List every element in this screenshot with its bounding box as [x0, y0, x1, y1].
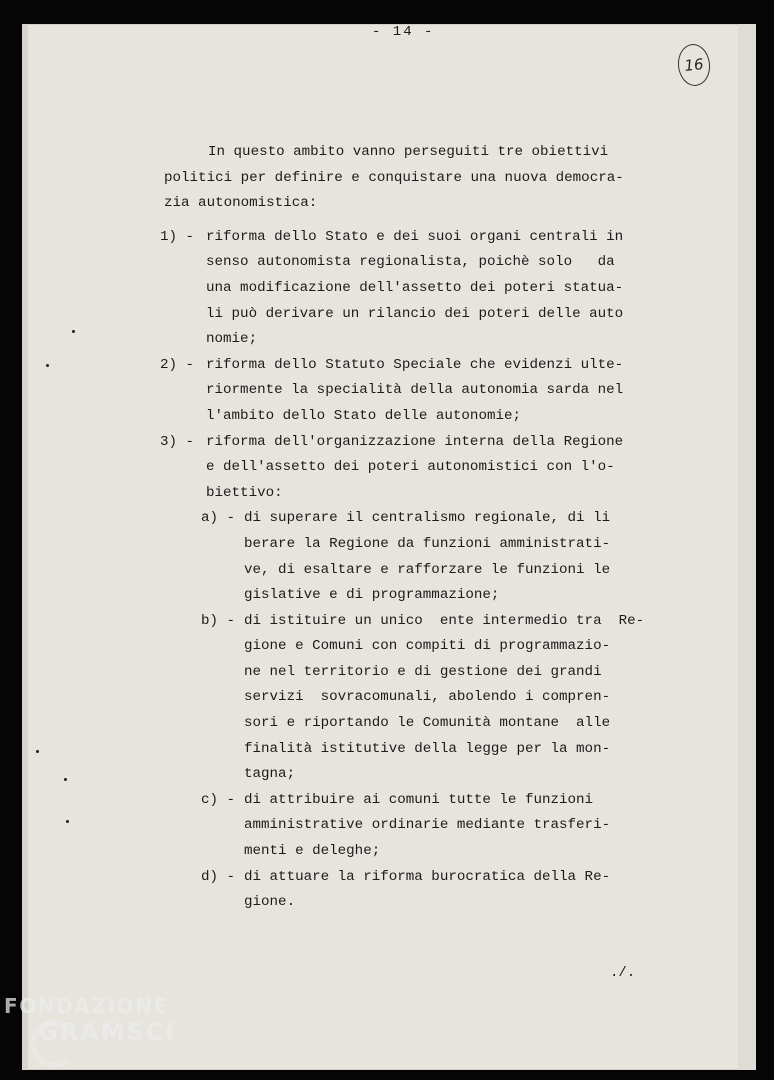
- list-marker: 2) -: [160, 356, 195, 373]
- sub-item-line: tagna;: [244, 766, 296, 783]
- sub-item-line: berare la Regione da funzioni amministrati-: [244, 535, 611, 552]
- list-item-line: riforma dell'organizzazione interna della Regione: [206, 433, 624, 450]
- sub-item-line: di superare il centralismo regionale, di li: [244, 510, 611, 527]
- sub-item-line: sori e riportando le Comunità montane alle: [244, 715, 611, 732]
- sub-item-line: ve, di esaltare e rafforzare le funzioni le: [244, 561, 611, 578]
- page-left-edge: [22, 24, 28, 1070]
- intro-line: In questo ambito vanno perseguiti tre obiettivi: [208, 144, 609, 160]
- paper-speck: [72, 330, 75, 333]
- sub-item-line: di attribuire ai comuni tutte le funzioni: [244, 791, 594, 808]
- intro-line: politici per definire e conquistare una nuova democra-: [164, 169, 624, 186]
- page-number: - 14 -: [372, 24, 435, 40]
- sub-item-line: servizi sovracomunali, abolendo i compren-: [244, 689, 611, 706]
- list-item-2: [160, 353, 664, 430]
- list-item-line: riforma dello Stato e dei suoi organi centrali in: [206, 228, 624, 245]
- list-item-line: e dell'assetto dei poteri autonomistici con l'o-: [206, 459, 615, 476]
- watermark-line: FONDAZIONE: [4, 994, 169, 1018]
- page-right-edge: [738, 24, 756, 1070]
- list-item-line: riormente la specialità della autonomia sarda nel: [206, 382, 624, 399]
- sub-item-a: [164, 506, 664, 608]
- paper-speck: [64, 778, 67, 781]
- sub-item-line: di istituire un unico ente intermedio tra Re-: [244, 612, 645, 629]
- sub-item-line: gione.: [244, 894, 296, 911]
- sub-marker: d) -: [201, 868, 236, 885]
- archive-number-circled: 16: [676, 42, 712, 87]
- list-item-line: biettivo:: [206, 484, 283, 501]
- document-body: [160, 140, 664, 916]
- sub-item-b: [164, 609, 664, 788]
- sub-item-line: ne nel territorio e di gestione dei grandi: [244, 663, 602, 680]
- sub-marker: b) -: [201, 612, 236, 629]
- sub-marker: c) -: [201, 791, 236, 808]
- list-item-line: li può derivare un rilancio dei poteri delle auto: [206, 305, 624, 322]
- sub-item-line: gione e Comuni con compiti di programmazio-: [244, 638, 611, 655]
- sub-item-c: [164, 788, 664, 865]
- paper-speck: [36, 750, 39, 753]
- continued-mark: ./.: [610, 965, 636, 981]
- list-item-line: nomie;: [206, 331, 258, 348]
- sub-item-line: gislative e di programmazione;: [244, 587, 500, 604]
- watermark: [4, 996, 176, 1044]
- list-item-line: una modificazione dell'assetto dei poteri statua-: [206, 279, 624, 296]
- list-item-line: l'ambito dello Stato delle autonomie;: [206, 407, 522, 424]
- watermark-line: GRAMSCI: [38, 1018, 177, 1046]
- list-item-line: riforma dello Statuto Speciale che evidenzi ulte-: [206, 356, 624, 373]
- intro-line: zia autonomistica:: [164, 195, 318, 212]
- list-item-line: senso autonomista regionalista, poichè solo da: [206, 254, 615, 271]
- list-item-1: [160, 225, 664, 353]
- sub-marker: a) -: [201, 510, 236, 527]
- sub-item-line: menti e deleghe;: [244, 843, 381, 860]
- list-marker: 3) -: [160, 433, 195, 450]
- sub-item-line: amministrative ordinarie mediante trasferi-: [244, 817, 611, 834]
- paper-speck: [66, 820, 69, 823]
- list-marker: 1) -: [160, 228, 195, 245]
- paper-speck: [46, 364, 49, 367]
- list-item-3: [160, 430, 664, 507]
- sub-item-line: finalità istitutive della legge per la mon-: [244, 740, 611, 757]
- sub-item-d: [164, 865, 664, 916]
- sub-item-line: di attuare la riforma burocratica della Re-: [244, 868, 611, 885]
